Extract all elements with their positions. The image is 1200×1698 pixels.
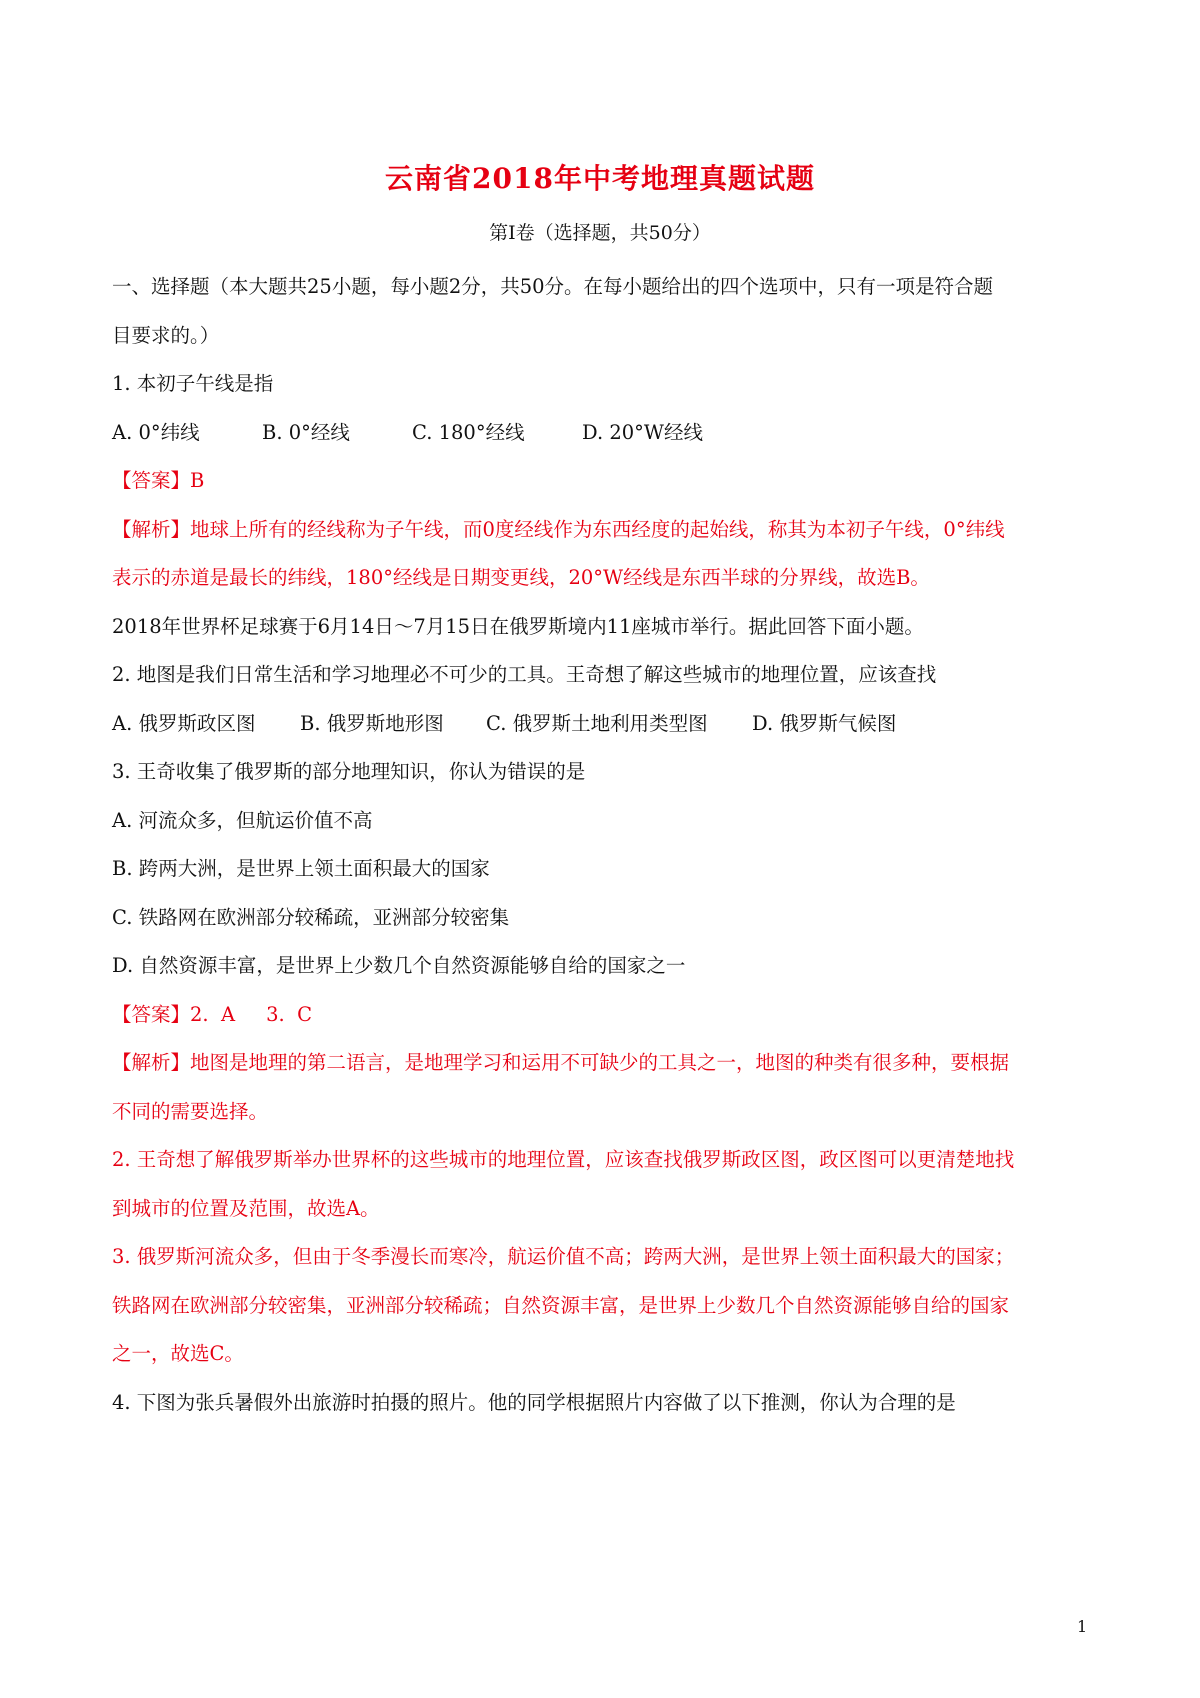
- section-subtitle: 第I卷（选择题，共50分）: [489, 222, 711, 244]
- q1-answer: [112, 457, 1097, 506]
- q23-analysis-line1: [112, 1039, 1097, 1088]
- analysis-text: 地图是地理的第二语言，是地理学习和运用不可缺少的工具之一，地图的种类有很多种，要根据: [190, 1051, 1010, 1074]
- q1-option-a: A. 0°纬线: [112, 420, 200, 444]
- answer-value: B: [190, 469, 205, 492]
- q3-option-d: D. 自然资源丰富，是世界上少数几个自然资源能够自给的国家之一: [112, 954, 686, 977]
- q2-option-a: A. 俄罗斯政区图: [112, 711, 256, 735]
- q1-analysis-line2: 表示的赤道是最长的纬线，180°经线是日期变更线，20°W经线是东西半球的分界线，故选B。: [112, 566, 930, 589]
- analysis-tag: 【解析】: [112, 517, 191, 541]
- q1-option-c: C. 180°经线: [412, 420, 525, 444]
- section-instructions-line1: 一、选择题（本大题共25小题，每小题2分，共50分。在每小题给出的四个选项中，只有一项是符合题: [112, 275, 994, 298]
- answer-value: 2. A 3. C: [190, 1002, 313, 1026]
- page-number: 1: [1077, 1617, 1088, 1636]
- question-1-options: [112, 409, 1097, 458]
- analysis-text: 地球上所有的经线称为子午线，而0度经线作为东西经度的起始线，称其为本初子午线，0°纬线: [190, 517, 1005, 541]
- q2-explanation-line2: 到城市的位置及范围，故选A。: [112, 1196, 380, 1220]
- q1-analysis-line1: [112, 506, 1097, 555]
- question-2-options: [112, 700, 1097, 749]
- section-instructions-line2: 目要求的。）: [112, 323, 220, 347]
- q3-explanation-line2: 铁路网在欧洲部分较密集，亚洲部分较稀疏；自然资源丰富，是世界上少数几个自然资源能够自给的国家: [112, 1293, 1010, 1317]
- page-title: 云南省2018年中考地理真题试题: [385, 162, 815, 195]
- analysis-tag: 【解析】: [112, 1051, 191, 1074]
- question-4-stem: 4. 下图为张兵暑假外出旅游时拍摄的照片。他的同学根据照片内容做了以下推测，你认为合理的是: [112, 1390, 956, 1414]
- q3-option-c: C. 铁路网在欧洲部分较稀疏，亚洲部分较密集: [112, 905, 510, 929]
- q1-option-d: D. 20°W经线: [582, 420, 703, 444]
- question-3-stem: 3. 王奇收集了俄罗斯的部分地理知识，你认为错误的是: [112, 760, 586, 783]
- question-2-stem: 2. 地图是我们日常生活和学习地理必不可少的工具。王奇想了解这些城市的地理位置，应该查找: [112, 663, 937, 686]
- q3-option-a: A. 河流众多，但航运价值不高: [112, 808, 373, 832]
- q2-option-c: C. 俄罗斯土地利用类型图: [486, 711, 708, 735]
- q23-analysis-line2: 不同的需要选择。: [112, 1099, 269, 1123]
- answer-tag: 【答案】: [112, 469, 191, 492]
- q3-explanation-line3: 之一，故选C。: [112, 1342, 244, 1365]
- q2-option-d: D. 俄罗斯气候图: [752, 711, 897, 735]
- intro-text: 2018年世界杯足球赛于6月14日～7月15日在俄罗斯境内11座城市举行。据此回答下面小题。: [112, 614, 924, 638]
- document-body: [112, 263, 1097, 1427]
- q3-explanation-line1: 3. 俄罗斯河流众多，但由于冬季漫长而寒冷，航运价值不高；跨两大洲，是世界上领土面积最大的国家；: [112, 1245, 1015, 1268]
- q2-explanation-line1: 2. 王奇想了解俄罗斯举办世界杯的这些城市的地理位置，应该查找俄罗斯政区图，政区图可以更清楚地找: [112, 1148, 1015, 1171]
- q23-answer: [112, 991, 1097, 1040]
- q3-option-b: B. 跨两大洲，是世界上领土面积最大的国家: [112, 857, 490, 880]
- answer-tag: 【答案】: [112, 1002, 191, 1026]
- question-1-stem: 1. 本初子午线是指: [112, 372, 274, 395]
- q2-option-b: B. 俄罗斯地形图: [300, 711, 444, 735]
- q1-option-b: B. 0°经线: [262, 420, 350, 444]
